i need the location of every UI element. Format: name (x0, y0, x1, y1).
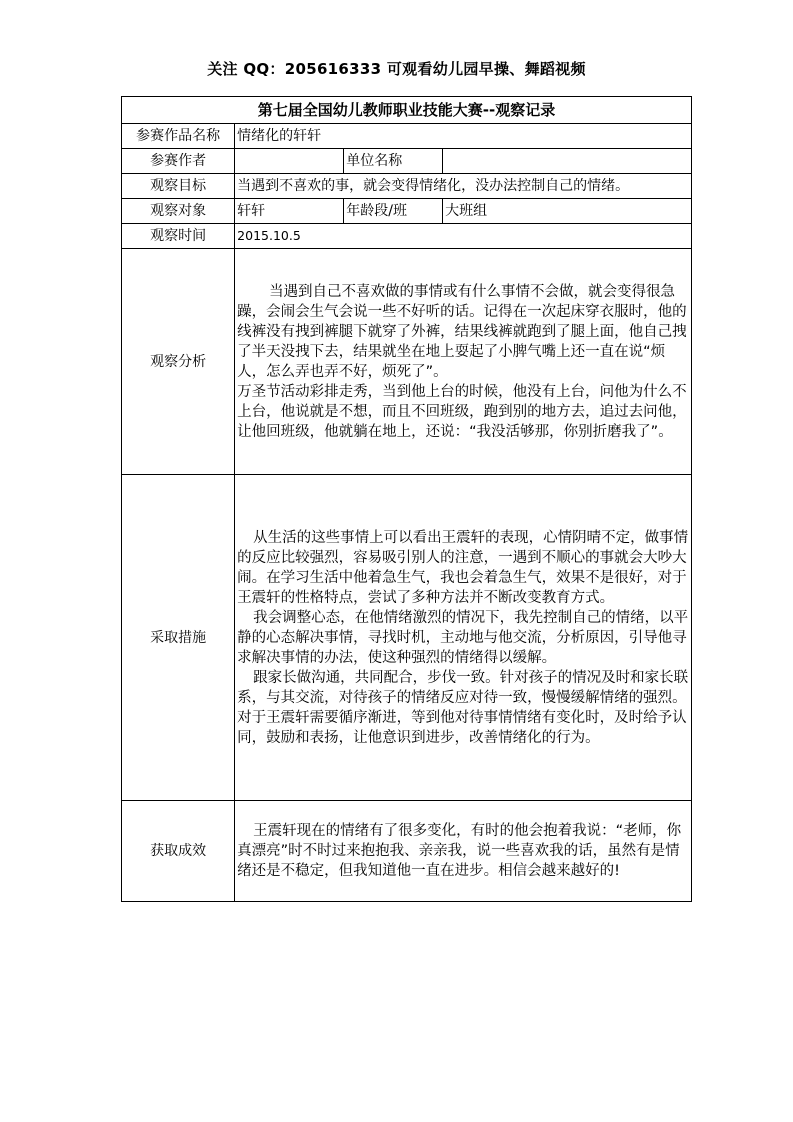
goal-value: 当遇到不喜欢的事，就会变得情绪化，没办法控制自己的情绪。 (235, 174, 692, 199)
results-paragraph: 王震轩现在的情绪有了很多变化，有时的他会抱着我说：“老师，你真漂亮”时不时过来抱抱我、亲亲我，说一些喜欢我的话，虽然有是情绪还是不稳定，但我知道他一直在进步。相信会越来越好的! (237, 823, 682, 879)
measures-paragraph: 跟家长做沟通，共同配合，步伐一致。针对孩子的情况及时和家长联系，与其交流，对待孩子的情绪反应对待一致，慢慢缓解情绪的强烈。对于王震轩需要循序渐进，等到他对待事情情绪有变化时，及时给予认同，鼓励和表扬，让他意识到进步，改善情绪化的行为。 (237, 669, 689, 746)
table-title: 第七届全国幼儿教师职业技能大赛--观察记录 (122, 97, 692, 124)
subject-value: 轩轩 (235, 199, 344, 224)
measures-paragraph: 从生活的这些事情上可以看出王震轩的表现，心情阴晴不定，做事情的反应比较强烈，容易吸引别人的注意，一遇到不顺心的事就会大吵大闹。在学习生活中他着急生气，我也会着急生气，效果不是很好，对于王震轩的性格特点，尝试了多种方法并不断改变教育方式。 (237, 529, 689, 606)
analysis-content (235, 249, 692, 475)
unit-label: 单位名称 (344, 149, 443, 174)
analysis-paragraph: 万圣节活动彩排走秀，当到他上台的时候，他没有上台，问他为什么不上台，他说就是不想，而且不回班级，跑到别的地方去，追过去问他，让他回班级，他就躺在地上，还说：“我没活够那，你别折磨我了”。 (237, 383, 687, 440)
results-content (235, 801, 692, 902)
time-value: 2015.10.5 (235, 224, 692, 249)
subject-label: 观察对象 (122, 199, 235, 224)
goal-label: 观察目标 (122, 174, 235, 199)
author-value (235, 149, 344, 174)
age-label: 年龄段/班 (344, 199, 443, 224)
header-note: 关注 QQ：205616333 可观看幼儿园早操、舞蹈视频 (207, 60, 586, 78)
time-label: 观察时间 (122, 224, 235, 249)
entry-name-label: 参赛作品名称 (122, 124, 235, 149)
age-value: 大班组 (443, 199, 692, 224)
analysis-paragraph: 当遇到自己不喜欢做的事情或有什么事情不会做，就会变得很急躁，会闹会生气会说一些不好听的话。记得在一次起床穿衣服时，他的线裤没有拽到裤腿下就穿了外裤，结果线裤就跑到了腿上面，他自己拽了半天没拽下去，结果就坐在地上耍起了小脾气嘴上还一直在说“烦人，怎么弄也弄不好，烦死了”。 (237, 283, 687, 380)
author-label: 参赛作者 (122, 149, 235, 174)
measures-label: 采取措施 (122, 475, 235, 801)
results-label: 获取成效 (122, 801, 235, 902)
observation-record-table (121, 96, 692, 902)
entry-name-value: 情绪化的轩轩 (235, 124, 692, 149)
unit-value (443, 149, 692, 174)
analysis-label: 观察分析 (122, 249, 235, 475)
measures-content (235, 475, 692, 801)
measures-paragraph: 我会调整心态，在他情绪激烈的情况下，我先控制自己的情绪，以平静的心态解决事情，寻找时机，主动地与他交流，分析原因，引导他寻求解决事情的办法，使这种强烈的情绪得以缓解。 (237, 609, 689, 666)
